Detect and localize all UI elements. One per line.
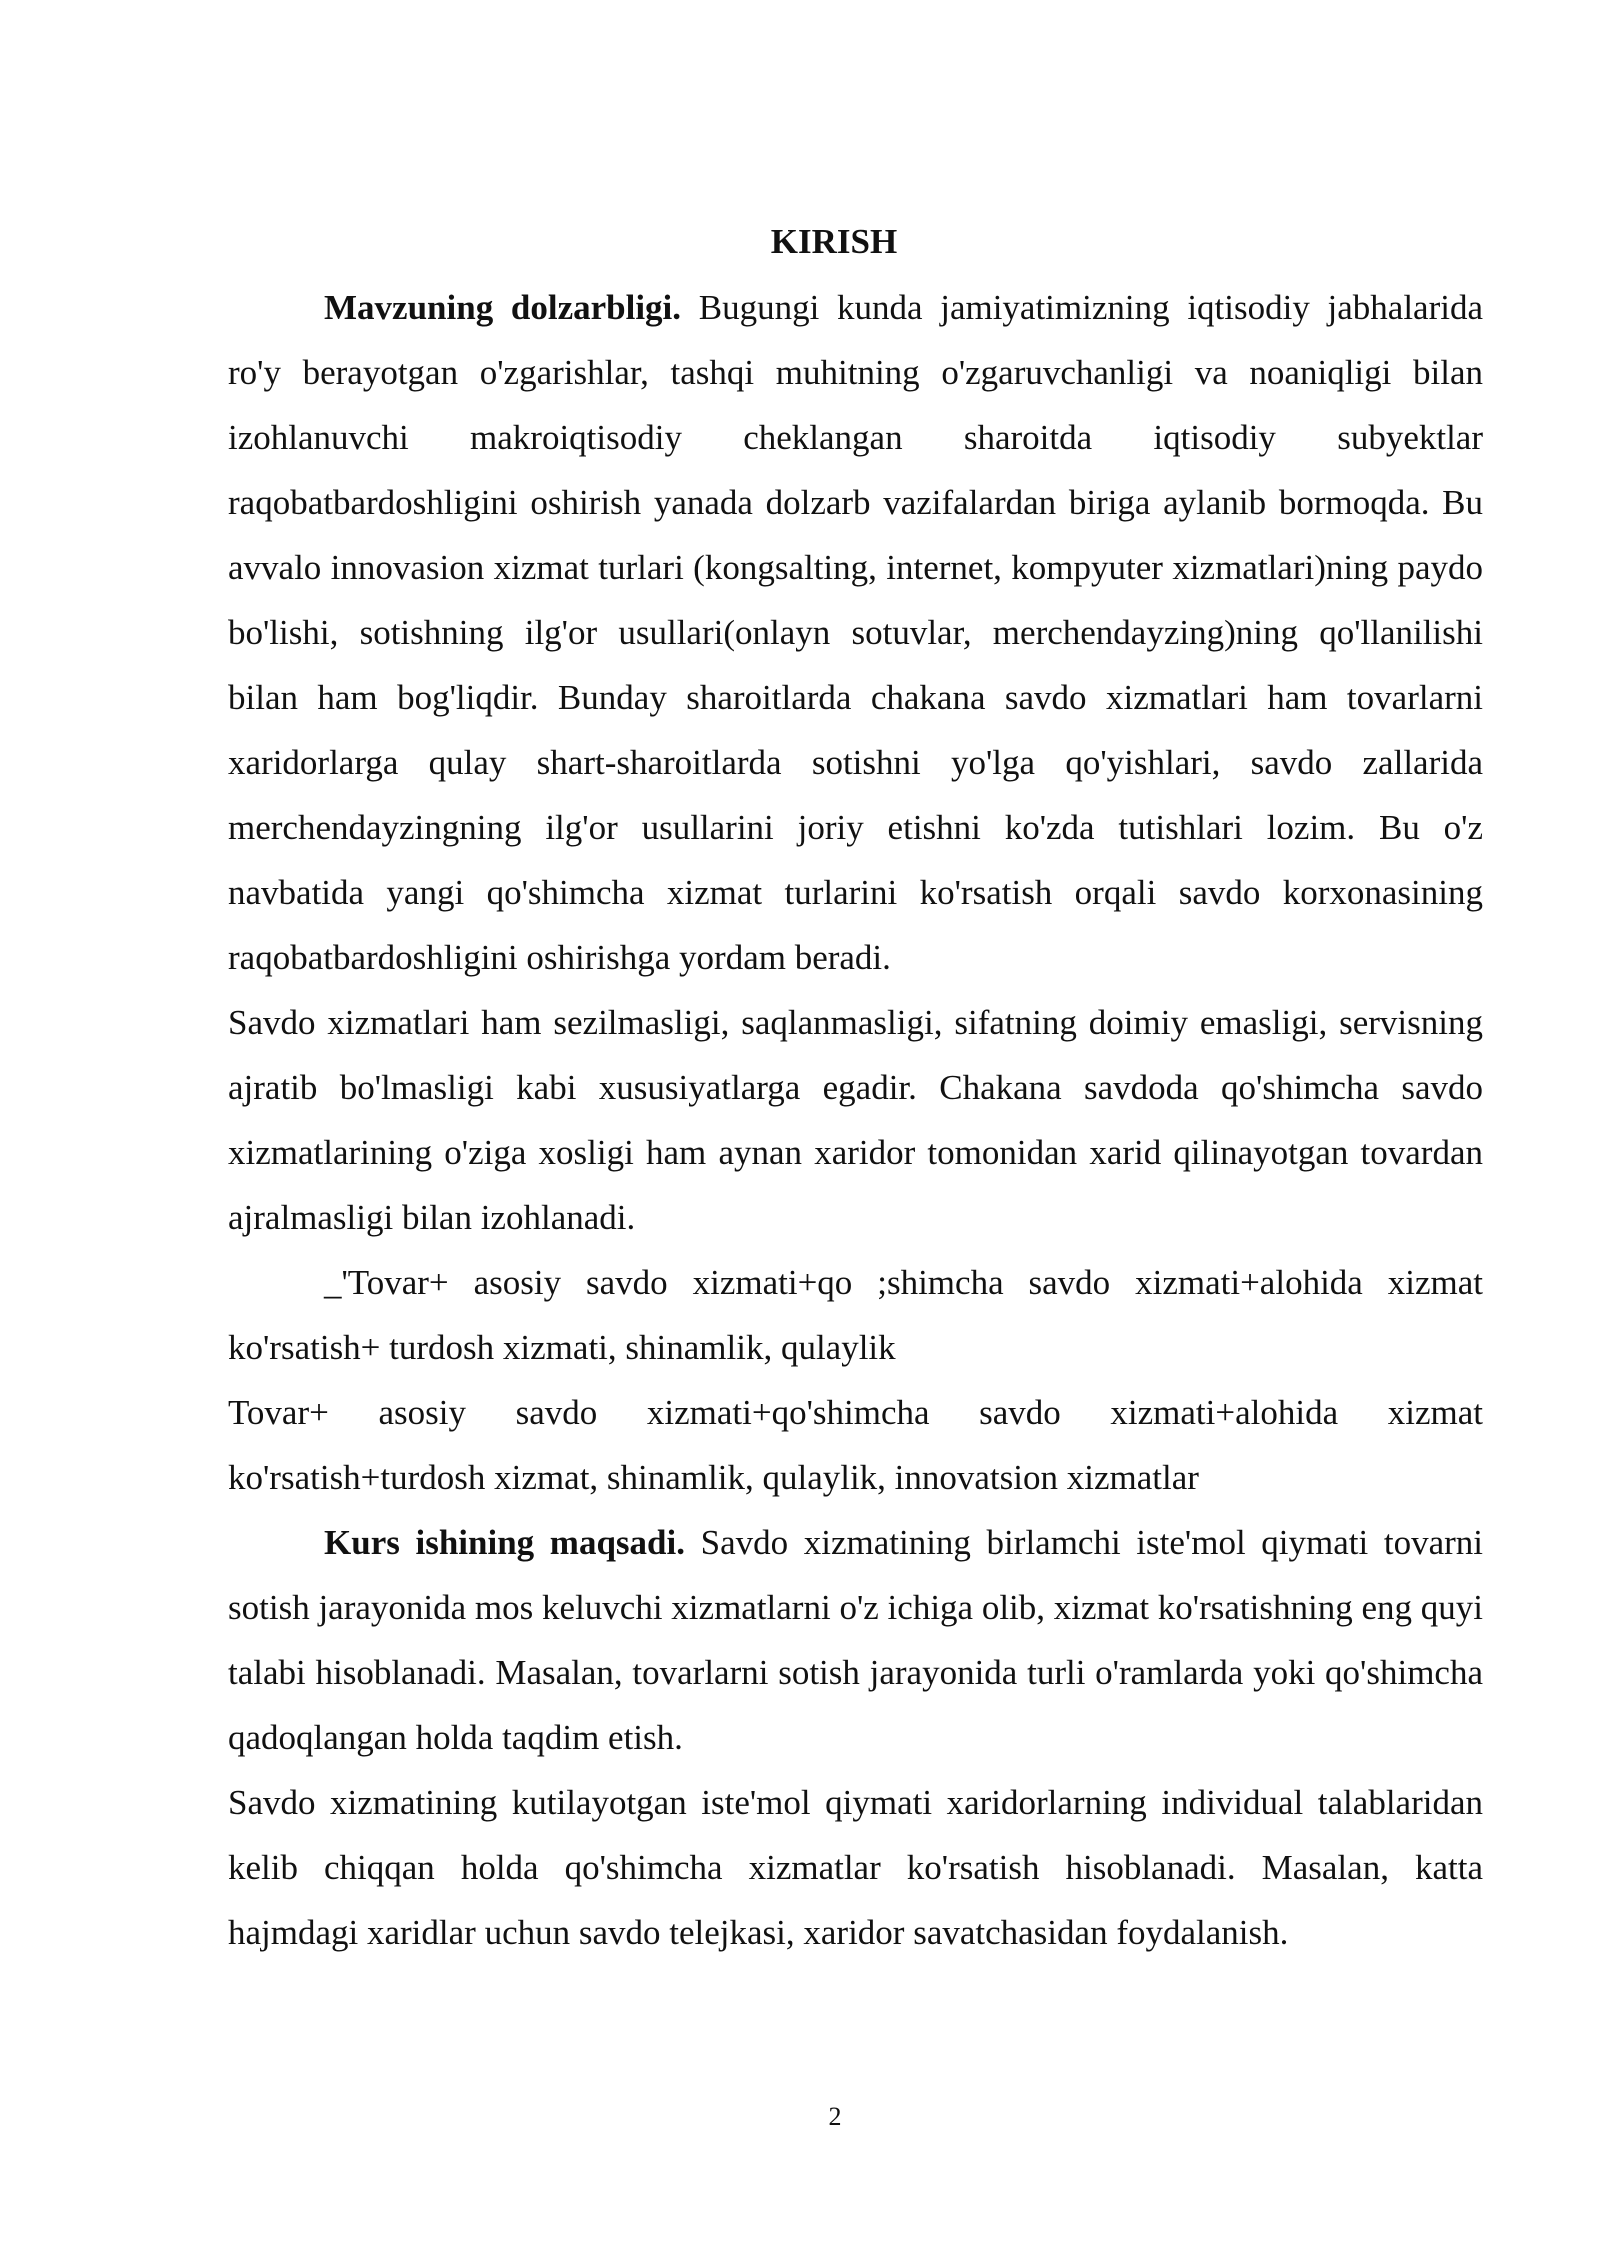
paragraph-text: Savdo xizmatlari ham sezilmasligi, saqlanmasligi, sifatning doimiy emasligi, servisning ajratib bo'lmasligi kabi xususiyatlarga egadir. Chakana savdoda qo'shimcha savdo xizmatlarining o'ziga xosligi ham aynan xaridor tomonidan xarid qilinayotgan tovardan ajralmasligi bilan izohlanadi. [228, 1003, 1483, 1237]
paragraph-service-features [228, 990, 1483, 1250]
paragraph-text: _'Tovar+ asosiy savdo xizmati+qo ;shimcha savdo xizmati+alohida xizmat ko'rsatish+ turdosh xizmati, shinamlik, qulaylik [228, 1263, 1483, 1367]
run-in-heading-relevance: Mavzuning dolzarbligi. [324, 288, 682, 327]
page-number: 2 [828, 2102, 842, 2131]
paragraph-text: Savdo xizmatining birlamchi iste'mol qiymati tovarni sotish jarayonida mos keluvchi xizmatlarni o'z ichiga olib, xizmat ko'rsatishning eng quyi talabi hisoblanadi. Masalan, tovarlarni sotish jarayonida turli o'ramlarda yoki qo'shimcha qadoqlangan holda taqdim etish. [228, 1523, 1483, 1757]
paragraph-expected-value [228, 1770, 1483, 1965]
paragraph-text: Tovar+ asosiy savdo xizmati+qo'shimcha savdo xizmati+alohida xizmat ko'rsatish+turdosh xizmat, shinamlik, qulaylik, innovatsion xizmatlar [228, 1393, 1483, 1497]
paragraph-text: Bugungi kunda jamiyatimizning iqtisodiy jabhalarida ro'y berayotgan o'zgarishlar, tashqi muhitning o'zgaruvchanligi va noaniqligi bilan izohlanuvchi makroiqtisodiy cheklangan sharoitda iqtisodiy subyektlar raqobatbardoshligini oshirish yanada dolzarb vazifalardan biriga aylanib bormoqda. Bu avvalo innovasion xizmat turlari (kongsalting, internet, kompyuter xizmatlari)ning paydo bo'lishi, sotishning ilg'or usullari(onlayn sotuvlar, merchendayzing)ning qo'llanilishi bilan ham bog'liqdir. Bunday sharoitlarda chakana savdo xizmatlari ham tovarlarni xaridorlarga qulay shart-sharoitlarda sotishni yo'lga qo'yishlari, savdo zallarida merchendayzingning ilg'or usullarini joriy etishni ko'zda tutishlari lozim. Bu o'z navbatida yangi qo'shimcha xizmat turlarini ko'rsatish orqali savdo korxonasining raqobatbardoshligini oshirishga yordam beradi. [228, 288, 1483, 977]
document-body [228, 275, 1483, 1965]
run-in-heading-goal: Kurs ishining maqsadi. [324, 1523, 685, 1562]
paragraph-relevance [228, 275, 1483, 990]
paragraph-formula-2 [228, 1380, 1483, 1510]
paragraph-formula-1 [228, 1250, 1483, 1380]
paragraph-text: Savdo xizmatining kutilayotgan iste'mol qiymati xaridorlarning individual talablaridan kelib chiqqan holda qo'shimcha xizmatlar ko'rsatish hisoblanadi. Masalan, katta hajmdagi xaridlar uchun savdo telejkasi, xaridor savatchasidan foydalanish. [228, 1783, 1483, 1952]
page-title: KIRISH [770, 222, 898, 261]
paragraph-goal [228, 1510, 1483, 1770]
